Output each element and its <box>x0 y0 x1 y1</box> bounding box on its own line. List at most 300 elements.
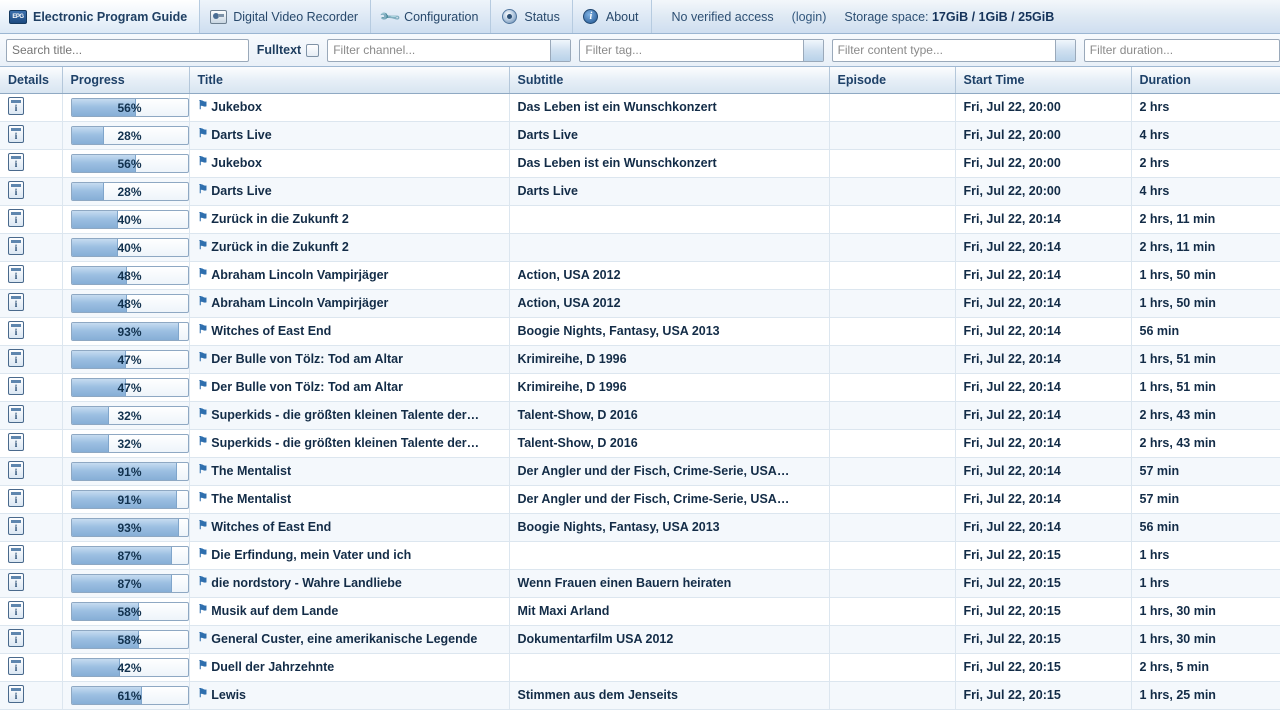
details-cell[interactable] <box>0 317 62 345</box>
episode-cell <box>829 121 955 149</box>
progress-bar <box>71 238 189 257</box>
table-row[interactable] <box>0 261 1280 289</box>
details-info-icon[interactable] <box>8 629 24 647</box>
details-cell[interactable] <box>0 401 62 429</box>
details-info-icon[interactable] <box>8 237 24 255</box>
title-text: The Mentalist <box>211 464 292 478</box>
details-cell[interactable] <box>0 653 62 681</box>
subtitle-cell: Der Angler und der Fisch, Crime-Serie, USA… <box>509 457 829 485</box>
details-info-icon[interactable] <box>8 517 24 535</box>
duration-cell: 56 min <box>1131 317 1280 345</box>
subtitle-cell: Action, USA 2012 <box>509 289 829 317</box>
progress-bar <box>71 350 189 369</box>
subtitle-cell: Stimmen aus dem Jenseits <box>509 681 829 709</box>
start-time-cell: Fri, Jul 22, 20:14 <box>955 513 1131 541</box>
dvr-icon <box>209 9 227 25</box>
duration-cell: 56 min <box>1131 513 1280 541</box>
title-text: General Custer, eine amerikanische Legende <box>211 632 478 646</box>
title-cell[interactable] <box>189 653 509 681</box>
tab-configuration[interactable] <box>371 0 491 33</box>
progress-cell <box>62 121 189 149</box>
title-cell[interactable] <box>189 401 509 429</box>
progress-value: 40% <box>117 240 142 255</box>
table-row[interactable] <box>0 569 1280 597</box>
progress-value: 28% <box>117 128 142 143</box>
start-time-cell: Fri, Jul 22, 20:15 <box>955 653 1131 681</box>
title-text: Die Erfindung, mein Vater und ich <box>211 548 412 562</box>
title-cell[interactable] <box>189 289 509 317</box>
progress-value: 87% <box>117 548 142 563</box>
subtitle-cell: Darts Live <box>509 177 829 205</box>
table-row[interactable] <box>0 653 1280 681</box>
subtitle-cell: Das Leben ist ein Wunschkonzert <box>509 93 829 121</box>
progress-value: 91% <box>117 464 142 479</box>
start-time-cell: Fri, Jul 22, 20:15 <box>955 541 1131 569</box>
chevron-down-icon[interactable] <box>550 40 570 61</box>
progress-bar <box>71 546 189 565</box>
title-text: Jukebox <box>211 100 262 114</box>
column-header-details[interactable]: Details <box>0 67 62 93</box>
table-row[interactable] <box>0 485 1280 513</box>
start-time-cell: Fri, Jul 22, 20:14 <box>955 317 1131 345</box>
episode-cell <box>829 429 955 457</box>
tab-about[interactable] <box>573 0 652 33</box>
title-cell[interactable] <box>189 233 509 261</box>
progress-cell <box>62 289 189 317</box>
title-text: Superkids - die größten kleinen Talente der… <box>211 408 480 422</box>
record-flag-icon[interactable]: ⚑ <box>197 126 209 140</box>
progress-value: 48% <box>117 296 142 311</box>
episode-cell <box>829 261 955 289</box>
tab-digital-video-recorder[interactable] <box>200 0 371 33</box>
start-time-cell: Fri, Jul 22, 20:15 <box>955 625 1131 653</box>
progress-bar <box>71 182 189 201</box>
record-flag-icon[interactable]: ⚑ <box>197 210 209 224</box>
details-cell[interactable] <box>0 597 62 625</box>
table-row[interactable] <box>0 317 1280 345</box>
channel-filter-select[interactable] <box>327 39 571 62</box>
record-flag-icon[interactable]: ⚑ <box>197 658 209 672</box>
title-text: Zurück in die Zukunft 2 <box>211 240 349 254</box>
status-icon <box>500 9 518 25</box>
title-cell[interactable] <box>189 373 509 401</box>
duration-cell: 2 hrs, 11 min <box>1131 233 1280 261</box>
progress-value: 93% <box>117 324 142 339</box>
progress-bar <box>71 322 189 341</box>
title-cell[interactable] <box>189 93 509 121</box>
tab-label: Digital Video Recorder <box>233 9 359 24</box>
progress-value: 93% <box>117 520 142 535</box>
progress-cell <box>62 233 189 261</box>
record-flag-icon[interactable]: ⚑ <box>197 322 209 336</box>
tab-label: About <box>605 9 639 24</box>
title-text: Superkids - die größten kleinen Talente der… <box>211 436 480 450</box>
progress-bar <box>71 602 189 621</box>
details-info-icon[interactable] <box>8 433 24 451</box>
episode-cell <box>829 569 955 597</box>
start-time-cell: Fri, Jul 22, 20:00 <box>955 93 1131 121</box>
record-flag-icon[interactable]: ⚑ <box>197 602 209 616</box>
title-text: Darts Live <box>211 128 272 142</box>
title-text: Jukebox <box>211 156 262 170</box>
start-time-cell: Fri, Jul 22, 20:14 <box>955 485 1131 513</box>
progress-cell <box>62 541 189 569</box>
details-cell[interactable] <box>0 541 62 569</box>
title-cell[interactable] <box>189 205 509 233</box>
subtitle-cell <box>509 653 829 681</box>
episode-cell <box>829 93 955 121</box>
subtitle-cell: Action, USA 2012 <box>509 261 829 289</box>
content-type-filter-select[interactable] <box>832 39 1076 62</box>
details-cell[interactable] <box>0 261 62 289</box>
details-info-icon[interactable] <box>8 573 24 591</box>
subtitle-cell: Talent-Show, D 2016 <box>509 401 829 429</box>
table-row[interactable] <box>0 121 1280 149</box>
details-cell[interactable] <box>0 93 62 121</box>
subtitle-cell: Dokumentarfilm USA 2012 <box>509 625 829 653</box>
table-row[interactable] <box>0 373 1280 401</box>
episode-cell <box>829 289 955 317</box>
record-flag-icon[interactable]: ⚑ <box>197 266 209 280</box>
progress-value: 47% <box>117 380 142 395</box>
progress-bar <box>71 658 189 677</box>
title-cell[interactable] <box>189 485 509 513</box>
storage-space <box>844 10 1054 24</box>
title-text: Abraham Lincoln Vampirjäger <box>211 296 389 310</box>
column-header-duration[interactable]: Duration <box>1131 67 1280 93</box>
record-flag-icon[interactable]: ⚑ <box>197 546 209 560</box>
tabbar-spacer <box>1064 0 1280 33</box>
table-row[interactable] <box>0 457 1280 485</box>
details-info-icon[interactable] <box>8 125 24 143</box>
record-flag-icon[interactable]: ⚑ <box>197 154 209 168</box>
table-row[interactable] <box>0 513 1280 541</box>
title-cell[interactable] <box>189 345 509 373</box>
login-link[interactable]: (login) <box>791 9 827 24</box>
details-info-icon[interactable] <box>8 685 24 703</box>
progress-cell <box>62 345 189 373</box>
details-info-icon[interactable] <box>8 657 24 675</box>
column-header-subtitle[interactable]: Subtitle <box>509 67 829 93</box>
details-info-icon[interactable] <box>8 601 24 619</box>
start-time-cell: Fri, Jul 22, 20:15 <box>955 597 1131 625</box>
channel-filter-value: Filter channel... <box>333 43 416 57</box>
duration-cell: 2 hrs, 5 min <box>1131 653 1280 681</box>
tab-electronic-program-guide[interactable] <box>0 0 200 33</box>
details-cell[interactable] <box>0 513 62 541</box>
details-info-icon[interactable] <box>8 405 24 423</box>
tag-filter-value: Filter tag... <box>585 43 643 57</box>
episode-cell <box>829 513 955 541</box>
progress-value: 56% <box>117 156 142 171</box>
details-info-icon[interactable] <box>8 377 24 395</box>
details-cell[interactable] <box>0 121 62 149</box>
table-row[interactable] <box>0 345 1280 373</box>
title-cell[interactable] <box>189 681 509 709</box>
progress-bar <box>71 154 189 173</box>
title-text: The Mentalist <box>211 492 292 506</box>
table-row[interactable] <box>0 401 1280 429</box>
progress-bar <box>71 126 189 145</box>
tab-label: Configuration <box>404 9 479 24</box>
table-row[interactable] <box>0 681 1280 709</box>
episode-cell <box>829 401 955 429</box>
record-flag-icon[interactable]: ⚑ <box>197 406 209 420</box>
record-flag-icon[interactable]: ⚑ <box>197 182 209 196</box>
record-flag-icon[interactable]: ⚑ <box>197 490 209 504</box>
title-cell[interactable] <box>189 625 509 653</box>
progress-cell <box>62 569 189 597</box>
fulltext-checkbox[interactable] <box>306 44 319 57</box>
tab-status[interactable] <box>491 0 572 33</box>
details-cell[interactable] <box>0 681 62 709</box>
duration-cell: 1 hrs, 51 min <box>1131 373 1280 401</box>
start-time-cell: Fri, Jul 22, 20:15 <box>955 569 1131 597</box>
fulltext-toggle[interactable] <box>257 43 319 57</box>
progress-bar <box>71 266 189 285</box>
record-flag-icon[interactable]: ⚑ <box>197 434 209 448</box>
duration-cell: 4 hrs <box>1131 177 1280 205</box>
table-row[interactable] <box>0 93 1280 121</box>
subtitle-cell <box>509 233 829 261</box>
details-info-icon[interactable] <box>8 489 24 507</box>
progress-cell <box>62 261 189 289</box>
record-flag-icon[interactable]: ⚑ <box>197 630 209 644</box>
start-time-cell: Fri, Jul 22, 20:14 <box>955 261 1131 289</box>
progress-bar <box>71 434 189 453</box>
start-time-cell: Fri, Jul 22, 20:14 <box>955 457 1131 485</box>
table-row[interactable] <box>0 597 1280 625</box>
episode-cell <box>829 373 955 401</box>
progress-bar <box>71 210 189 229</box>
subtitle-cell: Talent-Show, D 2016 <box>509 429 829 457</box>
progress-value: 28% <box>117 184 142 199</box>
record-flag-icon[interactable]: ⚑ <box>197 294 209 308</box>
subtitle-cell <box>509 541 829 569</box>
table-row[interactable] <box>0 541 1280 569</box>
table-row[interactable] <box>0 429 1280 457</box>
details-cell[interactable] <box>0 233 62 261</box>
start-time-cell: Fri, Jul 22, 20:00 <box>955 121 1131 149</box>
episode-cell <box>829 681 955 709</box>
table-row[interactable] <box>0 289 1280 317</box>
start-time-cell: Fri, Jul 22, 20:14 <box>955 373 1131 401</box>
chevron-down-icon[interactable] <box>803 40 823 61</box>
episode-cell <box>829 485 955 513</box>
progress-value: 58% <box>117 632 142 647</box>
progress-bar <box>71 378 189 397</box>
details-info-icon[interactable] <box>8 321 24 339</box>
progress-cell <box>62 625 189 653</box>
title-cell[interactable] <box>189 317 509 345</box>
episode-cell <box>829 625 955 653</box>
title-text: Witches of East End <box>211 520 332 534</box>
record-flag-icon[interactable]: ⚑ <box>197 350 209 364</box>
details-info-icon[interactable] <box>8 293 24 311</box>
progress-bar <box>71 686 189 705</box>
progress-bar <box>71 98 189 117</box>
title-cell[interactable] <box>189 261 509 289</box>
title-cell[interactable] <box>189 177 509 205</box>
progress-cell <box>62 317 189 345</box>
details-info-icon[interactable] <box>8 349 24 367</box>
progress-value: 58% <box>117 604 142 619</box>
program-table <box>0 67 1280 710</box>
subtitle-cell: Boogie Nights, Fantasy, USA 2013 <box>509 317 829 345</box>
title-cell[interactable] <box>189 541 509 569</box>
subtitle-cell: Das Leben ist ein Wunschkonzert <box>509 149 829 177</box>
progress-value: 61% <box>117 688 142 703</box>
record-flag-icon[interactable]: ⚑ <box>197 462 209 476</box>
tab-label: Electronic Program Guide <box>33 9 188 24</box>
progress-bar <box>71 574 189 593</box>
column-header-episode[interactable]: Episode <box>829 67 955 93</box>
storage-label: Storage space: <box>844 9 929 24</box>
progress-value: 91% <box>117 492 142 507</box>
wrench-icon: 🔧 <box>377 4 402 28</box>
progress-bar <box>71 462 189 481</box>
progress-cell <box>62 513 189 541</box>
record-flag-icon[interactable]: ⚑ <box>197 518 209 532</box>
start-time-cell: Fri, Jul 22, 20:14 <box>955 289 1131 317</box>
progress-value: 48% <box>117 268 142 283</box>
episode-cell <box>829 233 955 261</box>
column-header-start-time[interactable]: Start Time <box>955 67 1131 93</box>
duration-cell: 1 hrs, 30 min <box>1131 625 1280 653</box>
title-cell[interactable] <box>189 569 509 597</box>
progress-cell <box>62 653 189 681</box>
table-row[interactable] <box>0 177 1280 205</box>
progress-cell <box>62 457 189 485</box>
episode-cell <box>829 177 955 205</box>
episode-cell <box>829 149 955 177</box>
title-cell[interactable] <box>189 429 509 457</box>
title-text: Zurück in die Zukunft 2 <box>211 212 349 226</box>
title-cell[interactable] <box>189 597 509 625</box>
progress-cell <box>62 681 189 709</box>
record-flag-icon[interactable]: ⚑ <box>197 378 209 392</box>
details-cell[interactable] <box>0 177 62 205</box>
duration-cell: 2 hrs, 11 min <box>1131 205 1280 233</box>
record-flag-icon[interactable]: ⚑ <box>197 98 209 112</box>
progress-cell <box>62 429 189 457</box>
details-cell[interactable] <box>0 345 62 373</box>
title-cell[interactable] <box>189 149 509 177</box>
search-input[interactable] <box>6 39 249 62</box>
column-header-title[interactable]: Title <box>189 67 509 93</box>
duration-cell: 1 hrs <box>1131 569 1280 597</box>
episode-cell <box>829 205 955 233</box>
progress-value: 56% <box>117 100 142 115</box>
duration-cell: 2 hrs <box>1131 93 1280 121</box>
start-time-cell: Fri, Jul 22, 20:14 <box>955 401 1131 429</box>
title-text: Witches of East End <box>211 324 332 338</box>
duration-cell: 1 hrs, 30 min <box>1131 597 1280 625</box>
duration-cell: 1 hrs, 25 min <box>1131 681 1280 709</box>
record-flag-icon[interactable]: ⚑ <box>197 574 209 588</box>
progress-value: 32% <box>117 408 142 423</box>
details-info-icon[interactable] <box>8 461 24 479</box>
progress-cell <box>62 485 189 513</box>
progress-value: 42% <box>117 660 142 675</box>
title-cell[interactable] <box>189 121 509 149</box>
filter-toolbar <box>0 34 1280 67</box>
episode-cell <box>829 653 955 681</box>
progress-cell <box>62 93 189 121</box>
title-text: Duell der Jahrzehnte <box>211 660 335 674</box>
tag-filter-select[interactable] <box>579 39 823 62</box>
table-row[interactable] <box>0 233 1280 261</box>
details-info-icon[interactable] <box>8 265 24 283</box>
progress-value: 40% <box>117 212 142 227</box>
progress-cell <box>62 373 189 401</box>
details-cell[interactable] <box>0 429 62 457</box>
column-header-progress[interactable]: Progress <box>62 67 189 93</box>
details-cell[interactable] <box>0 373 62 401</box>
details-cell[interactable] <box>0 289 62 317</box>
details-cell[interactable] <box>0 457 62 485</box>
episode-cell <box>829 317 955 345</box>
progress-cell <box>62 205 189 233</box>
details-info-icon[interactable] <box>8 209 24 227</box>
main-tabbar <box>0 0 1280 34</box>
subtitle-cell: Darts Live <box>509 121 829 149</box>
start-time-cell: Fri, Jul 22, 20:14 <box>955 233 1131 261</box>
details-info-icon[interactable] <box>8 97 24 115</box>
table-row[interactable] <box>0 149 1280 177</box>
access-status: No verified access <box>671 9 774 24</box>
progress-cell <box>62 149 189 177</box>
duration-filter-select[interactable] <box>1084 39 1280 62</box>
info-icon: i <box>582 9 600 25</box>
progress-bar <box>71 406 189 425</box>
details-info-icon[interactable] <box>8 153 24 171</box>
duration-cell: 1 hrs, 50 min <box>1131 289 1280 317</box>
details-cell[interactable] <box>0 205 62 233</box>
duration-filter-value: Filter duration... <box>1089 43 1174 57</box>
fulltext-label: Fulltext <box>256 43 302 57</box>
progress-cell <box>62 597 189 625</box>
title-cell[interactable] <box>189 513 509 541</box>
duration-cell: 57 min <box>1131 485 1280 513</box>
progress-bar <box>71 294 189 313</box>
title-text: Der Bulle von Tölz: Tod am Altar <box>211 352 403 366</box>
title-cell[interactable] <box>189 457 509 485</box>
details-info-icon[interactable] <box>8 181 24 199</box>
details-cell[interactable] <box>0 485 62 513</box>
chevron-down-icon[interactable] <box>1055 40 1075 61</box>
details-cell[interactable] <box>0 569 62 597</box>
content-type-filter-value: Filter content type... <box>837 43 943 57</box>
details-cell[interactable] <box>0 625 62 653</box>
tab-label: Status <box>524 9 560 24</box>
episode-cell <box>829 345 955 373</box>
progress-bar <box>71 630 189 649</box>
start-time-cell: Fri, Jul 22, 20:14 <box>955 429 1131 457</box>
table-row[interactable] <box>0 205 1280 233</box>
duration-cell: 1 hrs <box>1131 541 1280 569</box>
record-flag-icon[interactable]: ⚑ <box>197 686 209 700</box>
details-info-icon[interactable] <box>8 545 24 563</box>
details-cell[interactable] <box>0 149 62 177</box>
record-flag-icon[interactable]: ⚑ <box>197 238 209 252</box>
table-row[interactable] <box>0 625 1280 653</box>
table-body <box>0 93 1280 709</box>
progress-bar <box>71 518 189 537</box>
subtitle-cell <box>509 205 829 233</box>
title-text: Abraham Lincoln Vampirjäger <box>211 268 389 282</box>
progress-value: 87% <box>117 576 142 591</box>
